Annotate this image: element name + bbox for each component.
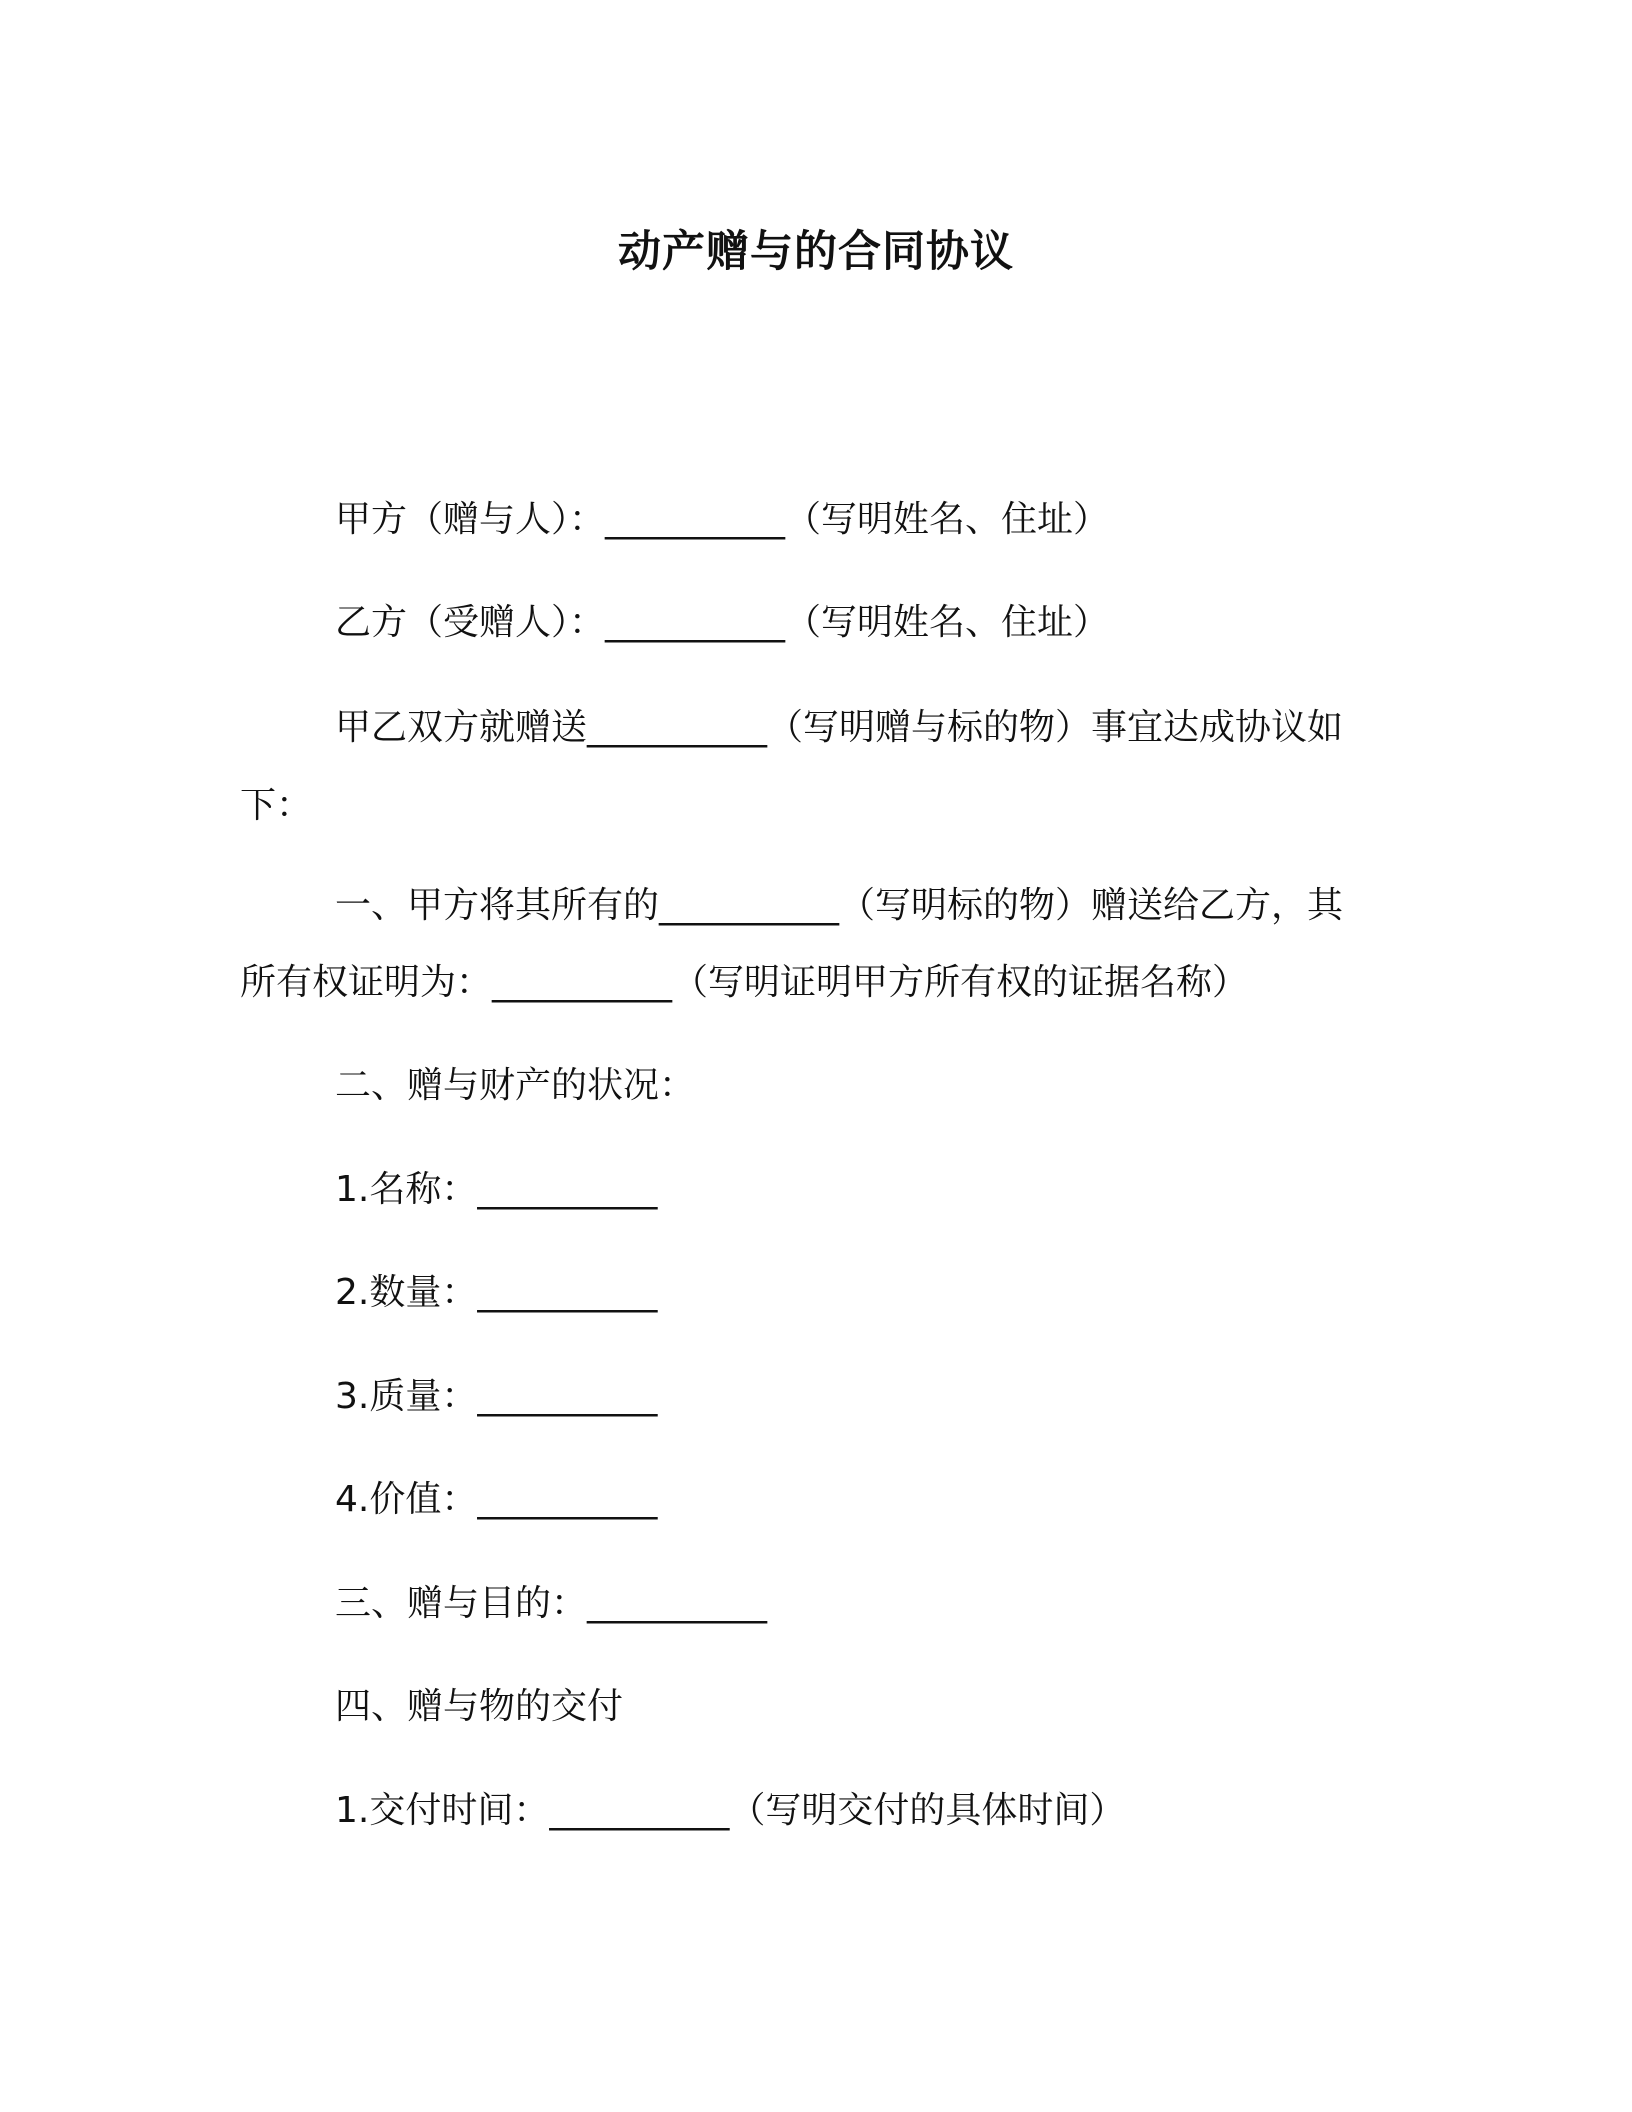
- item-quantity-line: 2.数量：__________: [335, 1272, 658, 1313]
- party-b-line: 乙方（受赠人）：__________（写明姓名、住址）: [335, 602, 1110, 643]
- document-title: 动产赠与的合同协议: [618, 227, 1014, 277]
- item-name-line: 1.名称：__________: [335, 1169, 658, 1210]
- clause-two-heading: 二、赠与财产的状况：: [335, 1065, 696, 1106]
- agreement-intro-line-1: 甲乙双方就赠送__________（写明赠与标的物）事宜达成协议如: [335, 707, 1344, 748]
- party-a-line: 甲方（赠与人）：__________（写明姓名、住址）: [335, 499, 1110, 540]
- item-quality-line: 3.质量：__________: [335, 1376, 658, 1417]
- clause-four-heading: 四、赠与物的交付: [335, 1686, 624, 1727]
- clause-one-line-2: 所有权证明为：__________（写明证明甲方所有权的证据名称）: [240, 962, 1249, 1003]
- clause-three-line: 三、赠与目的：__________: [335, 1583, 768, 1624]
- item-value-line: 4.价值：__________: [335, 1479, 658, 1520]
- delivery-time-line: 1.交付时间：__________（写明交付的具体时间）: [335, 1790, 1126, 1831]
- agreement-intro-line-2: 下：: [240, 785, 313, 826]
- clause-one-line-1: 一、甲方将其所有的__________（写明标的物）赠送给乙方，其: [335, 885, 1344, 926]
